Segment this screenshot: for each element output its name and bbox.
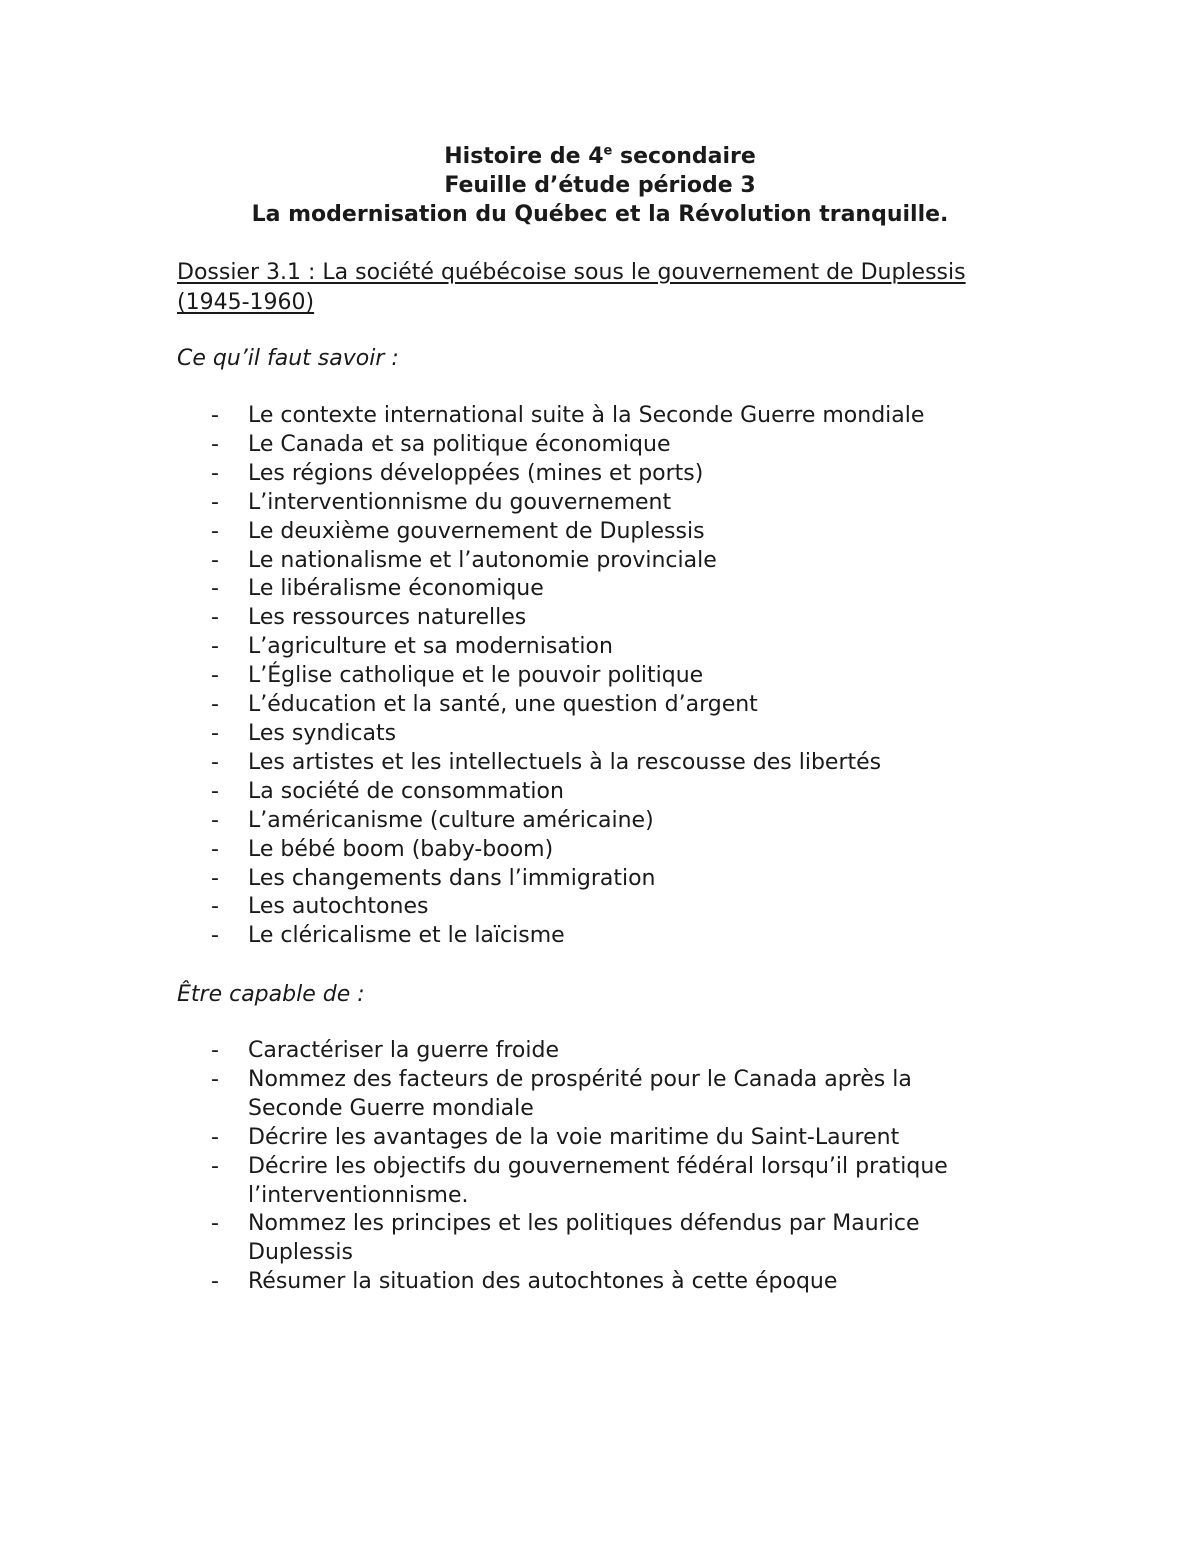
- list-item: [177, 836, 997, 865]
- sheet-title: Feuille d’étude période 3: [444, 173, 756, 198]
- know-list: [177, 402, 997, 951]
- list-item: [177, 893, 997, 922]
- list-item: [177, 1210, 997, 1268]
- dash-bullet: -: [211, 605, 219, 631]
- dash-bullet: -: [211, 634, 219, 660]
- list-item-text: Le cléricalisme et le laïcisme: [248, 923, 565, 949]
- list-item-text: Le Canada et sa politique économique: [248, 431, 671, 457]
- list-item: [177, 1268, 997, 1297]
- list-item-text: Les ressources naturelles: [248, 605, 527, 631]
- list-item: [177, 575, 997, 604]
- list-item: [177, 402, 997, 431]
- dossier-title: Dossier 3.1 : La société québécoise sous le gouvernement de Duplessis (1945-1960): [177, 260, 966, 315]
- list-item: [177, 460, 997, 489]
- list-item: [177, 720, 997, 749]
- dash-bullet: -: [211, 778, 219, 804]
- list-item: [177, 1153, 997, 1211]
- dash-bullet: -: [211, 1269, 219, 1295]
- dash-bullet: -: [211, 460, 219, 486]
- dash-bullet: -: [211, 1066, 219, 1092]
- list-item: [177, 865, 997, 894]
- course-title-suffix: secondaire: [612, 144, 756, 169]
- list-item: [177, 749, 997, 778]
- list-item-text: L’agriculture et sa modernisation: [248, 634, 613, 660]
- dash-bullet: -: [211, 1211, 219, 1237]
- dash-bullet: -: [211, 720, 219, 746]
- list-item-text: Nommez les principes et les politiques défendus par Maurice Duplessis: [248, 1211, 920, 1266]
- list-item-text: L’Église catholique et le pouvoir politique: [248, 663, 704, 689]
- able-label: Être capable de :: [177, 982, 365, 1007]
- course-title-superscript: e: [603, 143, 613, 159]
- list-item-text: Nommez des facteurs de prospérité pour le Canada après la Seconde Guerre mondiale: [248, 1066, 912, 1121]
- list-item: [177, 1124, 997, 1153]
- list-item-text: Décrire les objectifs du gouvernement fédéral lorsqu’il pratique l’interventionnisme.: [248, 1153, 948, 1208]
- list-item-text: Le nationalisme et l’autonomie provinciale: [248, 547, 717, 573]
- list-item: [177, 604, 997, 633]
- list-item-text: Les autochtones: [248, 894, 429, 920]
- dash-bullet: -: [211, 894, 219, 920]
- dash-bullet: -: [211, 518, 219, 544]
- course-title: [0, 142, 1200, 171]
- list-item: [177, 518, 997, 547]
- list-item: [177, 778, 997, 807]
- list-item-text: Les changements dans l’immigration: [248, 865, 656, 891]
- course-title-prefix: Histoire de 4: [444, 144, 604, 169]
- unit-title: La modernisation du Québec et la Révolution tranquille.: [251, 202, 949, 227]
- know-label: Ce qu’il faut savoir :: [177, 346, 399, 371]
- dash-bullet: -: [211, 692, 219, 718]
- dash-bullet: -: [211, 403, 219, 428]
- list-item: [177, 489, 997, 518]
- dash-bullet: -: [211, 431, 219, 457]
- list-item-text: L’éducation et la santé, une question d’argent: [248, 692, 758, 718]
- dash-bullet: -: [211, 547, 219, 573]
- dash-bullet: -: [211, 865, 219, 891]
- list-item: [177, 662, 997, 691]
- dash-bullet: -: [211, 1038, 219, 1063]
- list-item-text: L’interventionnisme du gouvernement: [248, 489, 672, 515]
- dash-bullet: -: [211, 576, 219, 602]
- list-item: [177, 807, 997, 836]
- list-item-text: Les syndicats: [248, 720, 397, 746]
- able-list: [177, 1037, 997, 1297]
- document-header: [0, 142, 1200, 229]
- list-item-text: Le deuxième gouvernement de Duplessis: [248, 518, 705, 544]
- dash-bullet: -: [211, 836, 219, 862]
- dash-bullet: -: [211, 1124, 219, 1150]
- list-item-text: L’américanisme (culture américaine): [248, 807, 654, 833]
- dash-bullet: -: [211, 1153, 219, 1179]
- list-item: [177, 691, 997, 720]
- list-item-text: Le bébé boom (baby-boom): [248, 836, 554, 862]
- list-item-text: Caractériser la guerre froide: [248, 1038, 559, 1063]
- list-item-text: Les artistes et les intellectuels à la rescousse des libertés: [248, 749, 882, 775]
- list-item: [177, 1037, 997, 1066]
- dash-bullet: -: [211, 807, 219, 833]
- list-item-text: Les régions développées (mines et ports): [248, 460, 704, 486]
- list-item: [177, 547, 997, 576]
- list-item: [177, 1066, 997, 1124]
- list-item: [177, 633, 997, 662]
- list-item-text: Le contexte international suite à la Seconde Guerre mondiale: [248, 403, 925, 428]
- list-item-text: Le libéralisme économique: [248, 576, 544, 602]
- list-item: [177, 922, 997, 951]
- dash-bullet: -: [211, 749, 219, 775]
- dash-bullet: -: [211, 663, 219, 689]
- list-item-text: La société de consommation: [248, 778, 564, 804]
- list-item-text: Décrire les avantages de la voie maritime du Saint-Laurent: [248, 1124, 900, 1150]
- list-item: [177, 431, 997, 460]
- dash-bullet: -: [211, 923, 219, 949]
- dash-bullet: -: [211, 489, 219, 515]
- list-item-text: Résumer la situation des autochtones à cette époque: [248, 1269, 838, 1295]
